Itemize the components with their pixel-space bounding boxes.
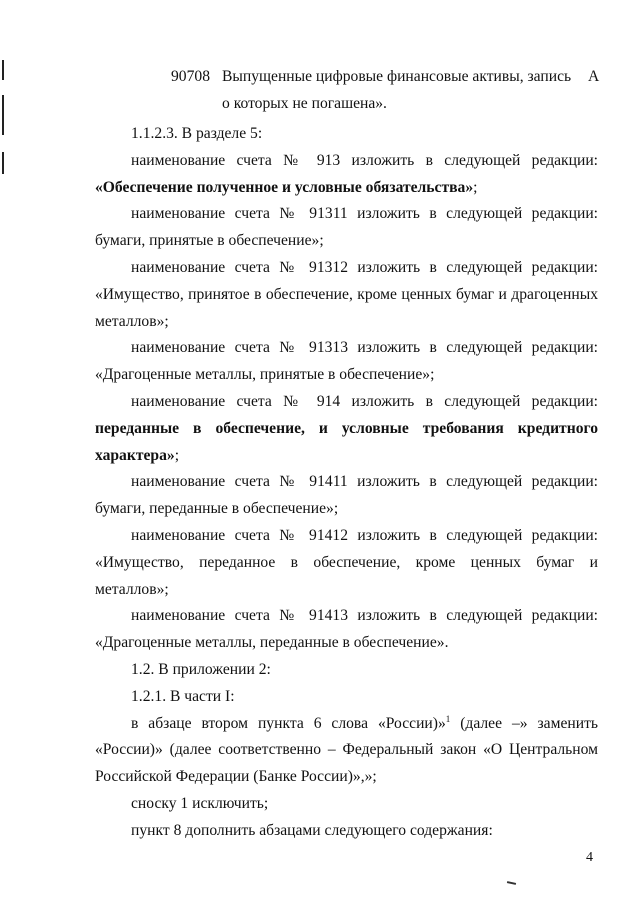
scan-artifact — [507, 881, 516, 885]
page-number: 4 — [586, 850, 593, 865]
text-line — [95, 764, 598, 791]
text-segment: наименование счета № 91311 изложить в следующей редакции: — [131, 205, 598, 223]
bold-text: «Обеспечение полученное и условные обязательства» — [95, 178, 474, 196]
scan-margin-mark — [2, 152, 4, 174]
text-line — [95, 791, 598, 818]
text-segment: наименование счета № 91411 изложить в следующей редакции: — [131, 473, 598, 491]
text-segment: в абзаце втором пункта 6 слова «России)» — [131, 714, 446, 732]
text-segment: 1.2.1. В части I: — [131, 687, 235, 705]
text-line — [95, 282, 598, 309]
text-line — [95, 657, 598, 684]
text-segment: (далее –» заменить — [460, 714, 598, 732]
text-segment: «Имущество, принятое в обеспечение, кроме ценных бумаг и драгоценных — [95, 285, 598, 303]
text-line — [95, 469, 598, 496]
text-segment: пункт 8 дополнить абзацами следующего содержания: — [131, 821, 493, 839]
text-line — [95, 630, 598, 657]
document-body — [95, 121, 598, 845]
text-segment: ; — [174, 446, 180, 464]
text-segment: «Драгоценные металлы, принятые в обеспечение»; — [95, 366, 435, 384]
text-segment: наименование счета № 913 изложить в следующей редакции: — [131, 151, 598, 169]
scan-margin-mark — [2, 95, 4, 135]
text-segment: «Имущество, переданное в обеспечение, кроме ценных бумаг и — [95, 553, 598, 571]
text-line — [95, 362, 598, 389]
text-segment: наименование счета № 914 изложить в следующей редакции: — [131, 392, 598, 410]
text-line — [95, 577, 598, 604]
text-line — [95, 496, 598, 523]
text-segment: металлов»; — [95, 580, 169, 598]
text-line — [95, 389, 598, 416]
account-number: 90708 — [171, 68, 210, 85]
text-segment: 1.1.2.3. В разделе 5: — [131, 125, 263, 142]
text-line — [95, 711, 598, 738]
text-segment: наименование счета № 91312 изложить в следующей редакции: — [131, 258, 598, 276]
footnote-ref: 1 — [445, 713, 451, 724]
text-line — [95, 737, 598, 764]
text-line — [95, 335, 598, 362]
bold-text: переданные в обеспечение, и условные требования кредитного — [95, 419, 598, 437]
scan-margin-mark — [2, 60, 4, 80]
text-segment: ; — [473, 178, 478, 196]
text-line — [95, 309, 598, 336]
text-line — [95, 228, 598, 255]
text-segment: бумаги, переданные в обеспечение»; — [95, 500, 339, 518]
account-name-continued: о которых не погашена». — [222, 95, 387, 112]
text-line — [95, 121, 598, 148]
account-character: А — [588, 68, 600, 85]
text-line — [95, 255, 598, 282]
text-line — [95, 416, 598, 443]
account-name: Выпущенные цифровые финансовые активы, запись — [222, 68, 572, 85]
text-line — [95, 603, 598, 630]
text-segment: наименование счета № 91413 изложить в следующей редакции: — [131, 607, 598, 625]
text-segment: 1.2. В приложении 2: — [131, 660, 271, 678]
text-line — [95, 201, 598, 228]
text-line — [95, 684, 598, 711]
text-line — [95, 148, 598, 175]
text-line — [95, 175, 598, 202]
text-segment: наименование счета № 91412 изложить в следующей редакции: — [131, 526, 598, 544]
text-segment: сноску 1 исключить; — [131, 794, 269, 812]
bold-text: характера» — [95, 446, 175, 464]
text-segment: Российской Федерации (Банке России)»,»; — [95, 768, 377, 786]
text-line — [95, 443, 598, 470]
text-segment: бумаги, принятые в обеспечение»; — [95, 232, 324, 250]
text-segment: «России)» (далее соответственно – Федеральный закон «О Центральном — [95, 741, 598, 759]
text-segment: металлов»; — [95, 312, 169, 330]
text-line — [95, 550, 598, 577]
text-line — [95, 523, 598, 550]
text-segment: наименование счета № 91313 изложить в следующей редакции: — [131, 339, 598, 357]
text-segment: «Драгоценные металлы, переданные в обеспечение». — [95, 634, 449, 652]
text-line — [95, 818, 598, 845]
